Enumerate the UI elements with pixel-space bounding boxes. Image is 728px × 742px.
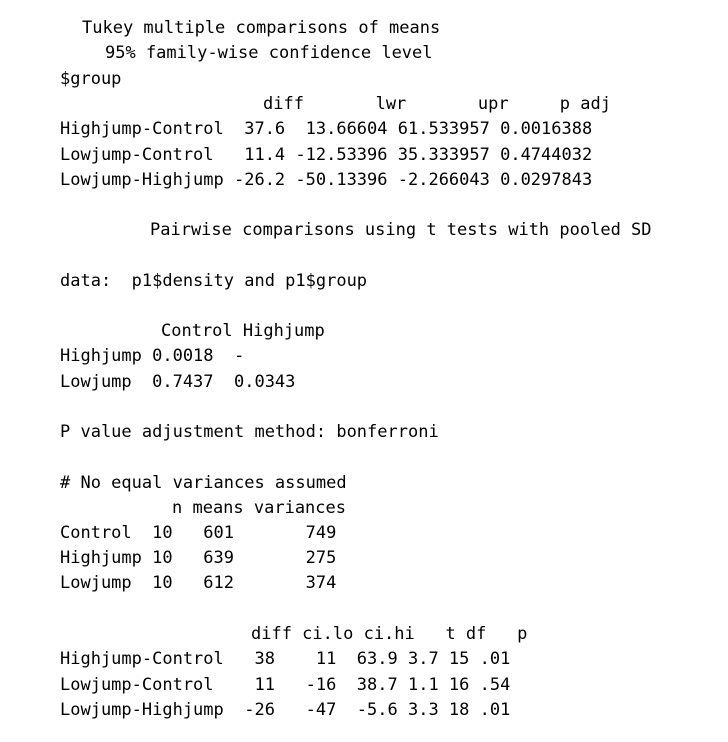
pairwise-data-line: data: p1$density and p1$group	[60, 271, 368, 291]
summary-row: Lowjump 10 612 374	[60, 573, 337, 593]
tukey-row: Lowjump-Highjump -26.2 -50.13396 -2.266043 0.0297843	[60, 170, 593, 190]
tukey-header: diff lwr upr p adj	[263, 94, 611, 114]
summary-row: Highjump 10 639 275	[60, 548, 337, 568]
pairwise-adjustment: P value adjustment method: bonferroni	[60, 422, 439, 442]
pairwise-header: Control Highjump	[161, 321, 325, 341]
tukey-confidence-level: 95% family-wise confidence level	[105, 43, 433, 63]
pairwise-row: Lowjump 0.7437 0.0343	[60, 372, 296, 392]
pairwise-title: Pairwise comparisons using t tests with pooled SD	[150, 220, 652, 240]
summary-header: n means variances	[172, 498, 346, 518]
tukey-row: Highjump-Control 37.6 13.66604 61.533957 0.0016388	[60, 119, 593, 139]
comparison-row: Lowjump-Control 11 -16 38.7 1.1 16 .54	[60, 675, 511, 695]
games-howell-comment: # No equal variances assumed	[60, 473, 347, 493]
summary-row: Control 10 601 749	[60, 523, 337, 543]
comparison-header: diff ci.lo ci.hi t df p	[251, 624, 528, 644]
tukey-term: $group	[60, 69, 122, 89]
comparison-row: Lowjump-Highjump -26 -47 -5.6 3.3 18 .01	[60, 700, 511, 720]
tukey-row: Lowjump-Control 11.4 -12.53396 35.333957 0.4744032	[60, 145, 593, 165]
tukey-title: Tukey multiple comparisons of means	[82, 18, 441, 38]
comparison-row: Highjump-Control 38 11 63.9 3.7 15 .01	[60, 649, 511, 669]
pairwise-row: Highjump 0.0018 -	[60, 346, 245, 366]
